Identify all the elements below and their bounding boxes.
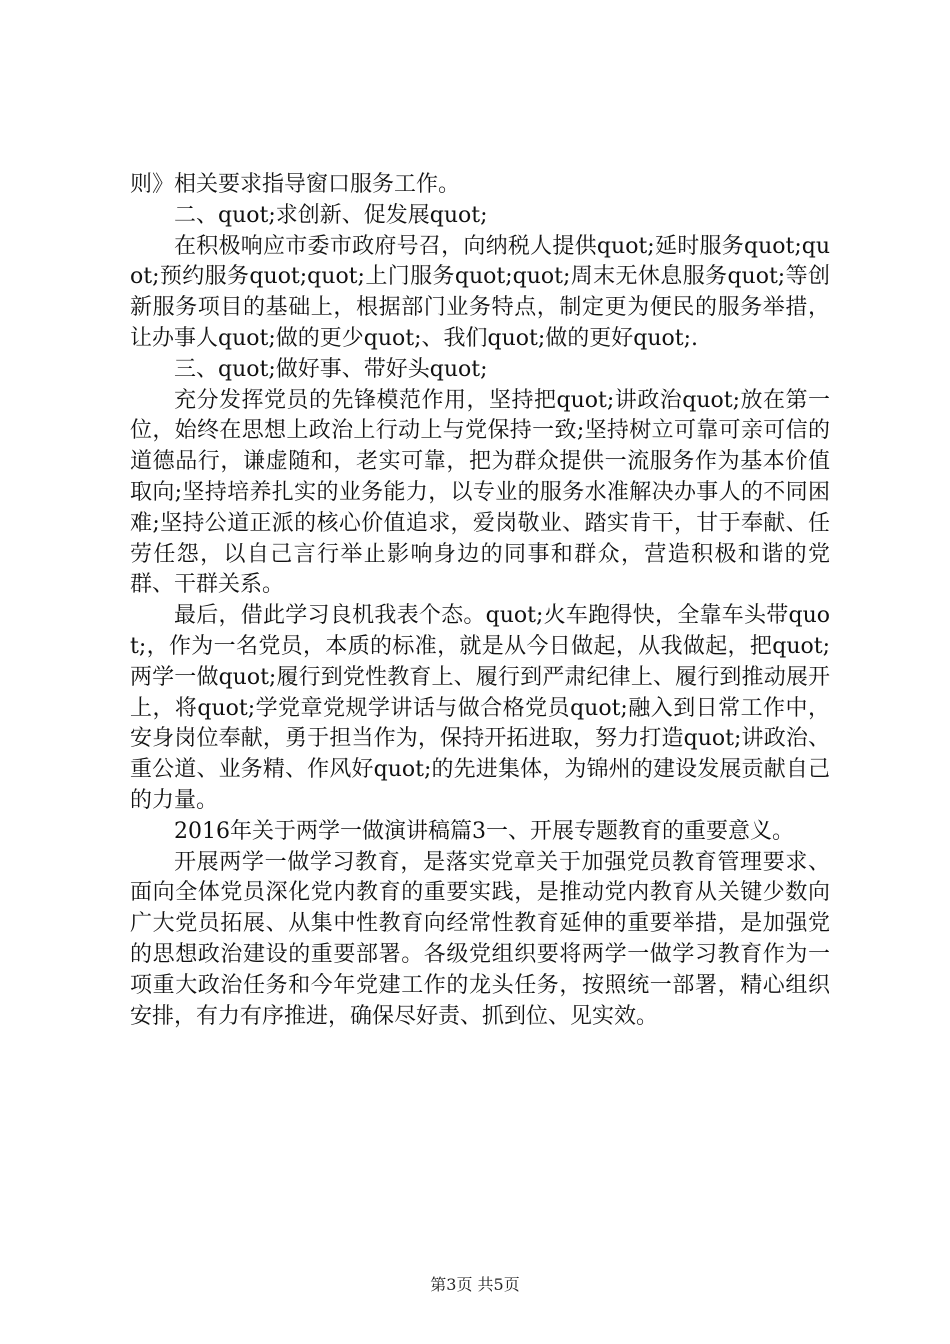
paragraph: 最后，借此学习良机我表个态。quot;火车跑得快，全靠车头带quot;，作为一名党员，本质的标准，就是从今日做起，从我做起，把quot;两学一做quot;履行到党性教育上、履行到严肃纪律上、履行到推动展开上，将quot;学党章党规学讲话与做合格党员quot;融入到日常工作中，安身岗位奉献，勇于担当作为，保持开拓进取，努力打造quot;讲政治、重公道、业务精、作风好quot;的先进集体，为锦州的建设发展贡献自己的力量。 <box>130 603 830 813</box>
paragraph-heading: 2016年关于两学一做演讲稿篇3一、开展专题教育的重要意义。 <box>174 818 794 844</box>
paragraph-continuation: 则》相关要求指导窗口服务工作。 <box>130 172 461 197</box>
section-heading-3: 三、quot;做好事、带好头quot; <box>174 356 488 382</box>
page-number-footer: 第3页 共5页 <box>430 1275 520 1294</box>
paragraph: 充分发挥党员的先锋模范作用，坚持把quot;讲政治quot;放在第一位，始终在思想上政治上行动上与党保持一致;坚持树立可靠可亲可信的道德品行，谦虚随和，老实可靠，把为群众提供一流服务作为基本价值取向;坚持培养扎实的业务能力，以专业的服务水准解决办事人的不同困难;坚持公道正派的核心价值追求，爱岗敬业、踏实肯干，甘于奉献、任劳任怨，以自己言行举止影响身边的同事和群众，营造积极和谐的党群、干群关系。 <box>130 387 830 598</box>
paragraph: 开展两学一做学习教育，是落实党章关于加强党员教育管理要求、面向全体党员深化党内教育的重要实践，是推动党内教育从关键少数向广大党员拓展、从集中性教育向经常性教育延伸的重要举措，是加强党的思想政治建设的重要部署。各级党组织要将两学一做学习教育作为一项重大政治任务和今年党建工作的龙头任务，按照统一部署，精心组织安排，有力有序推进，确保尽好责、抓到位、见实效。 <box>130 849 830 1029</box>
document-body <box>130 170 830 1032</box>
paragraph: 在积极响应市委市政府号召，向纳税人提供quot;延时服务quot;quot;预约服务quot;quot;上门服务quot;quot;周末无休息服务quot;等创新服务项目的基础上，根据部门业务特点，制定更为便民的服务举措，让办事人quot;做的更少quot;、我们quot;做的更好quot;. <box>130 233 830 351</box>
section-heading-2: 二、quot;求创新、促发展quot; <box>174 202 488 228</box>
